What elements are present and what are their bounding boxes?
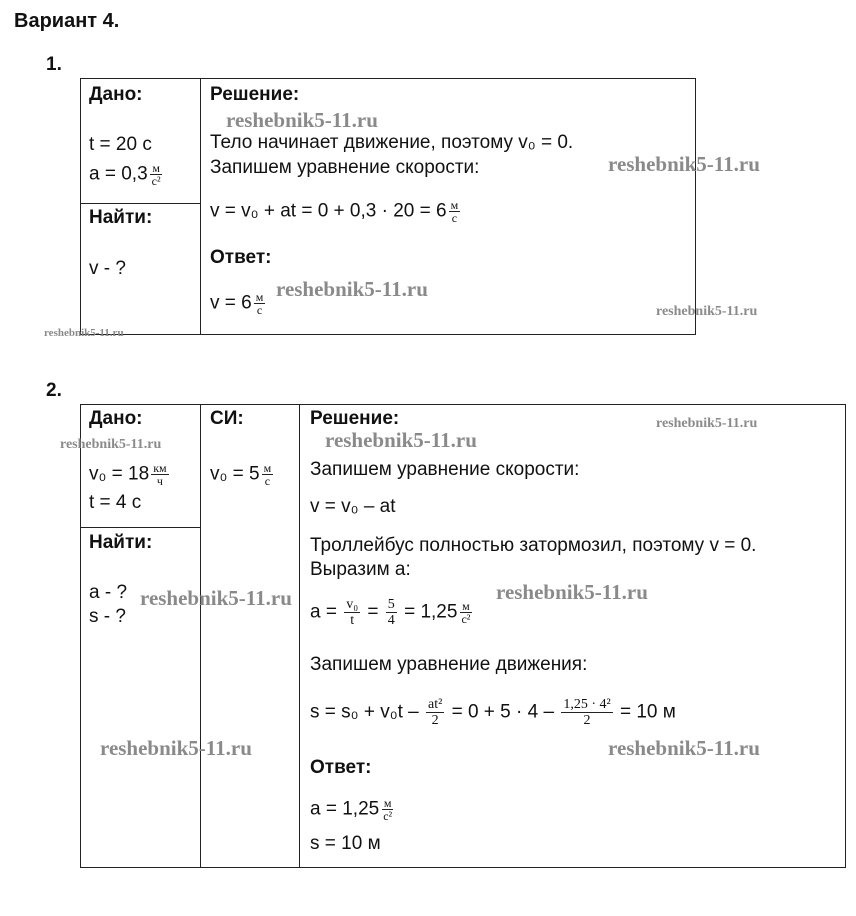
problem-2-divider-1	[200, 404, 201, 867]
watermark: reshebnik5-11.ru	[140, 586, 292, 610]
p2-given-t: t = 4 с	[89, 492, 142, 513]
unit-fraction: $\frac{м}{\text{с²}}$	[151, 161, 161, 188]
p2-line3: Троллейбус полностью затормозил, поэтому v = 0.	[310, 535, 757, 556]
watermark: reshebnik5-11.ru	[656, 304, 758, 319]
p1-line3: v = v₀ + at = 0 + 0,3 · 20 = 6 $\frac{м}{с}$	[210, 198, 459, 225]
watermark: reshebnik5-11.ru	[325, 428, 477, 452]
p2-find-a: a - ?	[89, 582, 128, 603]
watermark: reshebnik5-11.ru	[44, 327, 124, 339]
problem-2-given-divider	[80, 527, 200, 528]
watermark: reshebnik5-11.ru	[226, 108, 378, 132]
p1-solution-header: Решение:	[210, 84, 300, 105]
watermark: reshebnik5-11.ru	[60, 437, 162, 452]
p1-line2: Запишем уравнение скорости:	[210, 157, 480, 178]
p2-line5: Запишем уравнение движения:	[310, 654, 588, 675]
p1-given-a: a = 0,3 $\frac{м}{\text{с²}}$	[89, 161, 161, 188]
p2-find-s: s - ?	[89, 606, 126, 627]
p2-answer-s: s = 10 м	[310, 833, 381, 854]
p1-line1: Тело начинает движение, поэтому v₀ = 0.	[210, 132, 574, 153]
p2-a-formula: a = $\frac{\text{v₀}}{t}$ = $\frac{5}{4}$ = 1,25 $\frac{м}{\text{с²}}$	[310, 597, 471, 628]
p2-s-formula: s = s₀ + v₀t – $\frac{\text{at²}}{2}$ = 0 + 5 · 4 – $\frac{\text{1,25 · 4²}}{2}$ = 10 м	[310, 697, 676, 728]
p2-answer-a: a = 1,25 $\frac{м}{\text{с²}}$	[310, 796, 393, 823]
page-title: Вариант 4.	[14, 10, 120, 32]
p2-find-header: Найти:	[89, 532, 153, 553]
p2-solution-header: Решение:	[310, 408, 400, 429]
p2-given-v0: v₀ = 18 $\frac{км}{ч}$	[89, 461, 167, 488]
problem-1-given-divider	[80, 203, 200, 204]
watermark: reshebnik5-11.ru	[656, 416, 758, 431]
p2-line4: Выразим a:	[310, 559, 411, 580]
watermark: reshebnik5-11.ru	[608, 736, 760, 760]
p1-find-v: v - ?	[89, 258, 126, 279]
p2-si-header: СИ:	[210, 408, 244, 429]
problem-2-number: 2.	[46, 380, 62, 401]
p2-given-header: Дано:	[89, 408, 143, 429]
p2-si-v0: v₀ = 5 $\frac{м}{с}$	[210, 461, 272, 488]
watermark: reshebnik5-11.ru	[496, 580, 648, 604]
problem-2-divider-2	[299, 404, 300, 867]
watermark: reshebnik5-11.ru	[608, 152, 760, 176]
p1-answer: v = 6 $\frac{м}{с}$	[210, 290, 264, 317]
problem-1-divider	[200, 78, 201, 334]
p2-line2: v = v₀ – at	[310, 496, 396, 517]
p1-given-header: Дано:	[89, 84, 143, 105]
p1-find-header: Найти:	[89, 207, 153, 228]
p2-line1: Запишем уравнение скорости:	[310, 459, 580, 480]
watermark: reshebnik5-11.ru	[100, 736, 252, 760]
p1-given-t: t = 20 с	[89, 134, 152, 155]
problem-1-number: 1.	[46, 54, 62, 75]
p2-answer-header: Ответ:	[310, 757, 372, 778]
p1-answer-header: Ответ:	[210, 247, 272, 268]
watermark: reshebnik5-11.ru	[276, 277, 428, 301]
